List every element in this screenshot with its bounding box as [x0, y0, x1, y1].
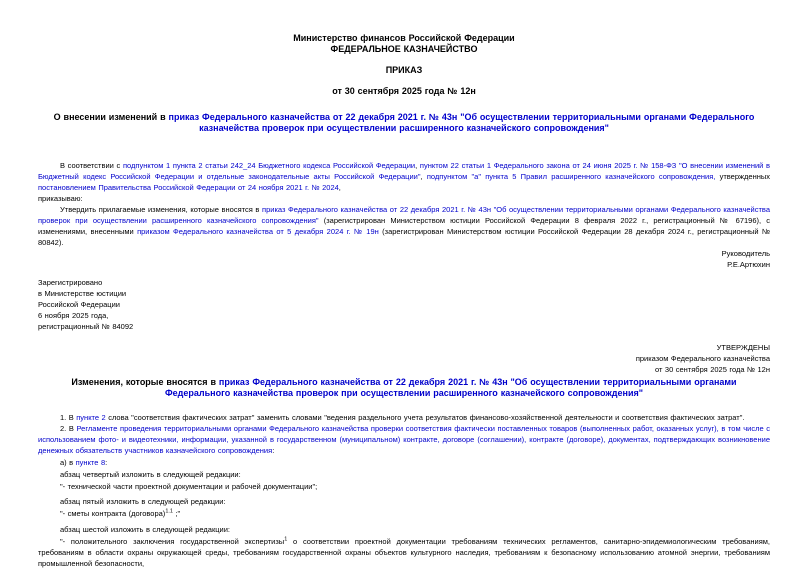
doc-link[interactable]: приказ Федерального казначейства от 22 декабря 2021 г. № 43н "Об осуществлении территориальными органами Федерального казначейства проверок при осуществлении расширенного казначейского сопровождения": [168, 112, 755, 133]
text-run: от 30 сентября 2025 года № 12н: [332, 86, 476, 96]
doc-paragraph: [38, 65, 770, 76]
text-run: :: [272, 446, 275, 455]
text-run: абзац четвертый изложить в следующей редакции:: [60, 470, 241, 479]
text-run: "- технической части проектной документации и рабочей документации";: [60, 482, 318, 491]
doc-paragraph: [38, 353, 770, 364]
doc-paragraph: [38, 342, 770, 353]
doc-paragraph: [38, 496, 770, 507]
text-run: Зарегистрировано: [38, 278, 103, 287]
doc-link[interactable]: приказ Федерального казначейства от 22 декабря 2021 г. № 43н "Об осуществлении территориальными органами Федерального казначейства проверок при осуществлении расширенного казначейского сопровождения": [165, 377, 737, 398]
doc-paragraph: [38, 508, 770, 519]
doc-paragraph: [38, 321, 770, 332]
text-run: ,: [338, 183, 341, 192]
doc-paragraph: [38, 423, 770, 456]
doc-paragraph: [38, 310, 770, 321]
doc-paragraph: [38, 524, 770, 535]
doc-paragraph: [38, 288, 770, 299]
text-run: Российской Федерации: [38, 300, 120, 309]
text-run: Изменения, которые вносятся в: [71, 377, 219, 387]
doc-paragraph: [38, 259, 770, 270]
text-run: приказом Федерального казначейства: [635, 354, 770, 363]
text-run: "- положительного заключения государственной экспертизы: [60, 537, 285, 546]
doc-paragraph: [38, 33, 770, 44]
text-run: приказываю:: [38, 194, 83, 203]
text-run: 1. В: [60, 413, 77, 422]
footnote-marker: 1: [284, 536, 288, 543]
text-run: 6 ноября 2025 года,: [38, 311, 109, 320]
text-run: ,: [420, 172, 427, 181]
doc-link[interactable]: подпунктом 1 пункта 2 статьи 242_24 Бюджетного кодекса Российской Федерации: [122, 161, 416, 170]
text-run: Р.Е.Артюхин: [727, 260, 770, 269]
text-run: Руководитель: [721, 249, 770, 258]
text-run: Утвердить прилагаемые изменения, которые вносятся в: [60, 205, 263, 214]
doc-paragraph: [38, 86, 770, 97]
doc-paragraph: [38, 377, 770, 399]
text-run: а) в: [60, 458, 76, 467]
text-run: ПРИКАЗ: [385, 65, 423, 75]
doc-paragraph: [38, 481, 770, 492]
text-run: абзац пятый изложить в следующей редакции:: [60, 497, 226, 506]
text-run: "- сметы контракта (договора): [60, 509, 166, 518]
doc-link[interactable]: пункте 8: [75, 458, 106, 467]
text-run: :: [105, 458, 108, 467]
doc-link[interactable]: постановлением Правительства Российской Федерации от 24 ноября 2021 г. № 2024: [38, 183, 339, 192]
doc-link[interactable]: Регламенте проведения территориальными органами Федерального казначейства проверки соответствия фактически поставленных товаров (выполненных работ, оказанных услуг), в том числе с использованием фото- и видеотехники, информации, указанной в государственном (муниципальном) контракте, договоре (соглашении), контракте (договоре), документах, подтверждающих возникновение денежных обязательств участников казначейского сопровождения: [38, 424, 770, 455]
doc-link[interactable]: подпунктом "а" пункта 5 Правил расширенного казначейского сопровождения,: [426, 172, 716, 181]
doc-paragraph: [38, 299, 770, 310]
doc-link[interactable]: приказом Федерального казначейства от 5 декабря 2024 г. № 19н: [137, 227, 379, 236]
text-run: о соответствии проектной документации требованиям технических регламентов, санитарно-эпидемиологическим требованиям, требованиям в области охраны окружающей среды, требованиям государственной охраны объектов культурного наследия, требованиям к безопасному использованию атомной энергии, требованиям промышленной безопасности,: [38, 537, 770, 568]
doc-paragraph: [38, 469, 770, 480]
doc-paragraph: [38, 112, 770, 134]
text-run: 2. В: [60, 424, 77, 433]
text-run: от 30 сентября 2025 года № 12н: [654, 365, 770, 374]
text-run: Министерство финансов Российской Федерации: [293, 33, 515, 43]
doc-paragraph: [38, 160, 770, 193]
doc-paragraph: [38, 248, 770, 259]
text-run: ,: [415, 161, 420, 170]
text-run: УТВЕРЖДЕНЫ: [716, 343, 770, 352]
text-run: В соответствии с: [60, 161, 123, 170]
doc-link[interactable]: пункте 2: [76, 413, 106, 422]
text-run: О внесении изменений в: [53, 112, 169, 122]
doc-paragraph: [38, 364, 770, 375]
text-run: в Министерстве юстиции: [38, 289, 127, 298]
text-run: абзац шестой изложить в следующей редакции:: [60, 525, 230, 534]
doc-paragraph: [38, 193, 770, 204]
doc-paragraph: [38, 44, 770, 55]
doc-paragraph: [38, 204, 770, 248]
doc-link[interactable]: пунктом 22 статьи 1 Федерального закона от 24 июня 2025 г. № 158-ФЗ "О внесении изменений в Бюджетный кодекс Российской Федерации и отдельные законодательные акты Российской Федерации": [38, 161, 771, 181]
doc-paragraph: [38, 536, 770, 569]
text-run: регистрационный № 84092: [38, 322, 134, 331]
text-run: утвержденных: [715, 172, 770, 181]
footnote-marker: 1.1: [165, 508, 173, 515]
text-run: слова "соответствия фактических затрат" заменить словами "ведения раздельного учета результатов финансово-хозяйственной деятельности и соответствия фактических затрат".: [105, 413, 745, 422]
doc-paragraph: [38, 277, 770, 288]
doc-paragraph: [38, 412, 770, 423]
doc-paragraph: [38, 457, 770, 468]
text-run: (зарегистрирован Министерством юстиции Российской Федерации 8 февраля 2022 г., регистрационный № 67196), с изменениями, внесенными: [38, 216, 770, 236]
doc-link[interactable]: приказ Федерального казначейства от 22 декабря 2021 г. № 43н "Об осуществлении территориальными органами Федерального казначейства проверок при осуществлении расширенного казначейского сопровождения": [38, 205, 770, 225]
text-run: (зарегистрирован Министерством юстиции Российской Федерации 28 декабря 2024 г., регистрационный № 80842).: [38, 227, 770, 247]
text-run: ;": [172, 509, 181, 518]
text-run: ФЕДЕРАЛЬНОЕ КАЗНАЧЕЙСТВО: [330, 44, 478, 54]
